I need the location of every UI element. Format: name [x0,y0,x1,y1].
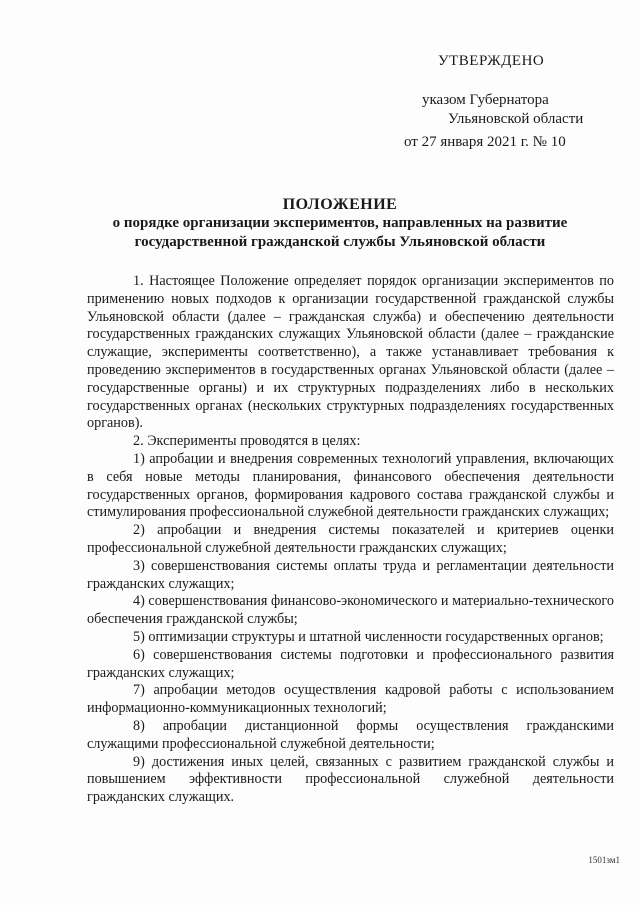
title-subtitle-line-2: государственной гражданской службы Ульяновской области [134,234,546,250]
paragraph: 1. Настоящее Положение определяет порядок организации экспериментов по применению новых подходов к организации государственной гражданской службы Ульяновской области (далее – гражданская служба) и обеспечению деятельности государственных гражданских служащих Ульяновской области (далее – гражданские служащие, эксперименты соответственно), а также устанавливает требования к проведению экспериментов в государственных органах Ульяновской области (далее – государственные органы) и их структурных подразделениях либо в нескольких государственных органах (нескольких структурных подразделениях государственных органов). [87,273,614,432]
list-item: 8) апробации дистанционной формы осуществления гражданскими служащими профессиональной служебной деятельности; [87,717,614,752]
list-item: 4) совершенствования финансово-экономического и материально-технического обеспечения гражданской службы; [87,593,614,628]
paragraph: 2. Эксперименты проводятся в целях: [133,433,361,450]
approval-line-2: Ульяновской области [448,111,584,127]
document-body [87,273,614,807]
approval-date: от 27 января 2021 г. № 10 [404,134,566,150]
list-item: 3) совершенствования системы оплаты труда и регламентации деятельности гражданских служащих; [87,557,614,592]
list-item: 2) апробации и внедрения системы показателей и критериев оценки профессиональной служебной деятельности гражданских служащих; [87,522,614,556]
list-item: 7) апробации методов осуществления кадровой работы с использованием информационно-коммуникационных технологий; [87,682,614,717]
list-item: 1) апробации и внедрения современных технологий управления, включающих в себя новые методы планирования, финансового обеспечения деятельности государственных органов, формирования кадрового состава гражданской службы и стимулирования профессиональной служебной деятельности гражданских служащих; [87,450,614,521]
list-item: 9) достижения иных целей, связанных с развитием гражданской службы и повышением эффективности профессиональной служебной деятельности гражданских служащих. [87,753,614,806]
title-subtitle-line-1: о порядке организации экспериментов, направленных на развитие [112,215,568,231]
document-title [60,195,620,252]
approval-stamp: УТВЕРЖДЕНО [438,53,545,69]
list-item: 5) оптимизации структуры и штатной численности государственных органов; [133,628,604,645]
document-code: 1501зм1 [588,855,620,865]
approval-line-1: указом Губернатора [422,92,549,108]
list-item: 6) совершенствования системы подготовки и профессионального развития гражданских служащих; [87,646,614,681]
title-heading: ПОЛОЖЕНИЕ [282,196,398,213]
